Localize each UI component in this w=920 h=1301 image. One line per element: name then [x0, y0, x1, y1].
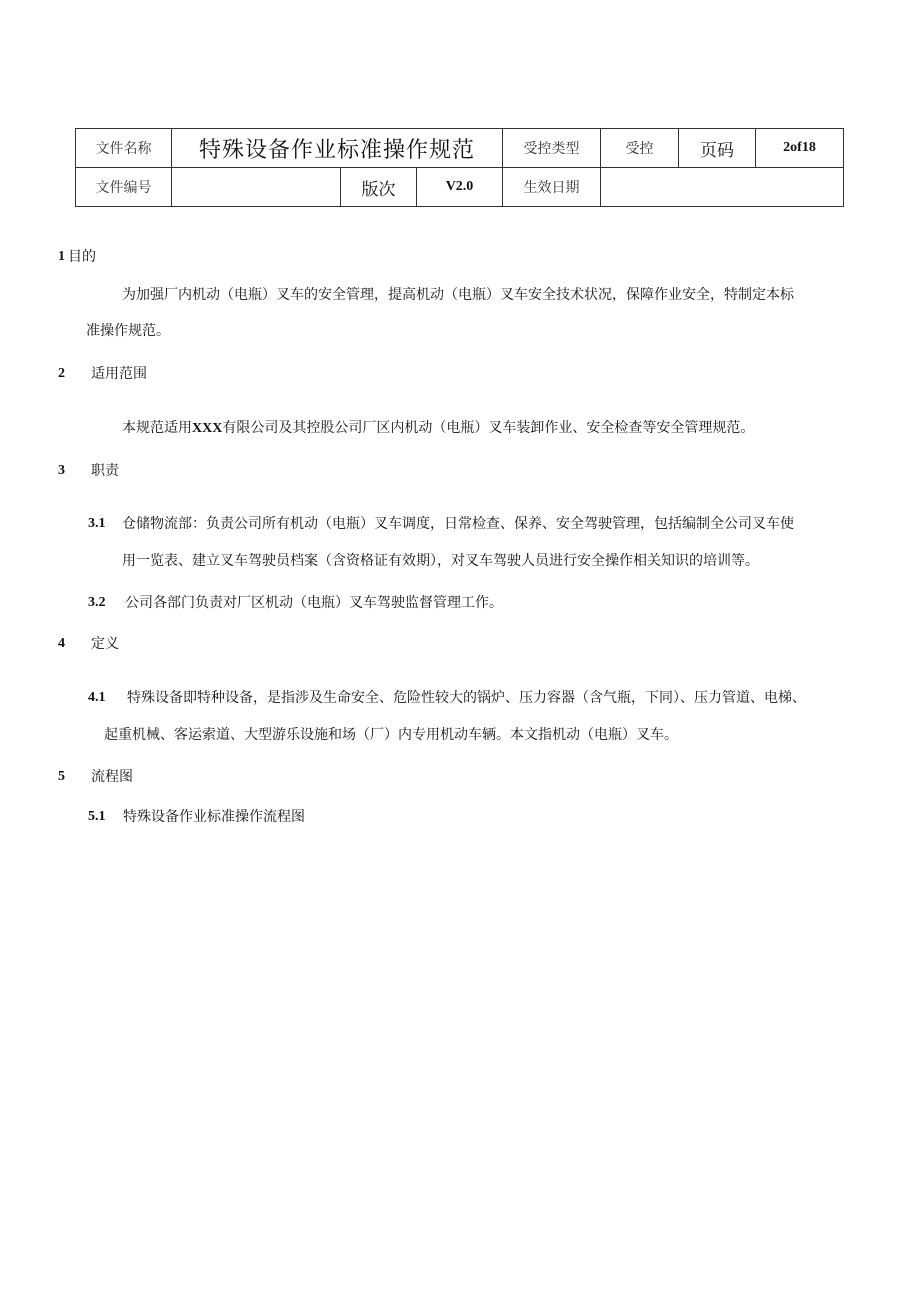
document-header-table [75, 128, 844, 168]
control-type-label: 受控类型 [503, 129, 601, 168]
effective-date-value [601, 168, 844, 207]
section-4-number: 4 [58, 636, 65, 651]
section-1-body-line-2: 准操作规范。 [86, 323, 170, 339]
section-2-body [122, 419, 754, 438]
document-header-table-row2 [75, 167, 844, 207]
section-3-number: 3 [58, 463, 65, 478]
section-3-1-line-1: 仓储物流部：负责公司所有机动（电瓶）叉车调度，日常检查、保养、安全驾驶管理，包括编制全公司叉车使 [122, 516, 794, 532]
file-no-label: 文件编号 [76, 168, 172, 207]
section-3-1-number: 3.1 [88, 516, 106, 531]
section-5-1-line-1: 特殊设备作业标准操作流程图 [123, 809, 305, 825]
header-row-1 [76, 129, 844, 168]
section-2-body-post: 有限公司及其控股公司厂区内机动（电瓶）叉车装卸作业、安全检查等安全管理规范。 [222, 420, 755, 436]
header-row-2 [76, 168, 844, 207]
section-3-1-line-2: 用一览表、建立叉车驾驶员档案（含资格证有效期），对叉车驾驶人员进行安全操作相关知识的培训等。 [122, 553, 759, 569]
effective-date-label: 生效日期 [503, 168, 601, 207]
section-3-2-line-1: 公司各部门负责对厂区机动（电瓶）叉车驾驶监督管理工作。 [125, 595, 503, 611]
section-3-2-number: 3.2 [88, 595, 106, 610]
file-name-label: 文件名称 [76, 129, 172, 168]
control-type-value: 受控 [601, 129, 679, 168]
section-3-heading: 职责 [91, 463, 119, 479]
section-5-heading: 流程图 [91, 769, 133, 785]
section-4-heading: 定义 [91, 636, 119, 652]
section-4-1-number: 4.1 [88, 690, 106, 705]
section-2-heading: 适用范围 [91, 366, 147, 382]
file-no-value [172, 168, 341, 207]
section-5-1-number: 5.1 [88, 809, 106, 824]
section-1-number: 1 [58, 249, 65, 264]
page-value: 2of18 [756, 129, 844, 168]
section-1-body-line-1: 为加强厂内机动（电瓶）叉车的安全管理，提高机动（电瓶）叉车安全技术状况，保障作业安全，特制定本标 [122, 287, 794, 303]
file-name-value: 特殊设备作业标准操作规范 [172, 129, 503, 168]
section-2-company: XXX [192, 421, 223, 436]
version-value: V2.0 [417, 168, 503, 207]
section-5-number: 5 [58, 769, 65, 784]
section-4-1-line-1: 特殊设备即特种设备，是指涉及生命安全、危险性较大的锅炉、压力容器（含气瓶，下同）、压力管道、电梯、 [127, 690, 806, 706]
version-label: 版次 [341, 168, 417, 207]
section-4-1-line-2: 起重机械、客运索道、大型游乐设施和场（厂）内专用机动车辆。本文指机动（电瓶）叉车。 [104, 727, 678, 743]
section-1-heading: 目的 [68, 249, 96, 265]
section-2-number: 2 [58, 366, 65, 381]
page-label: 页码 [679, 129, 756, 168]
section-2-body-pre: 本规范适用 [122, 420, 192, 436]
